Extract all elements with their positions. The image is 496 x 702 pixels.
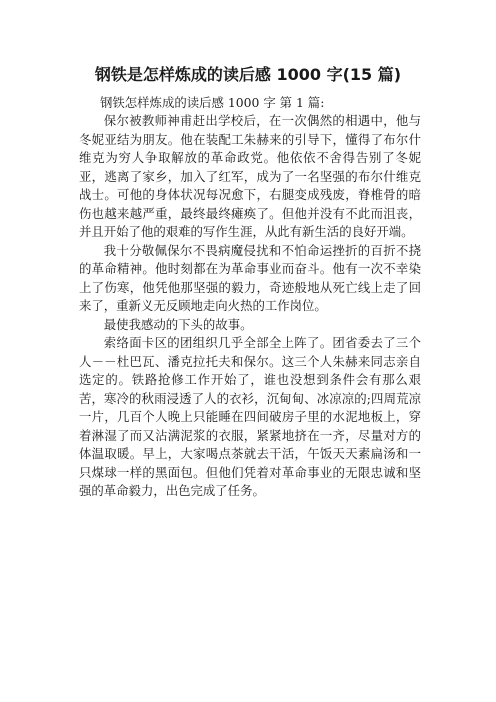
body-paragraph: 索络面卡区的团组织几乎全部全上阵了。团省委去了三个人－－杜巴瓦、潘克拉托夫和保尔。这三个人朱赫来同志亲自选定的。铁路抢修工作开始了，谁也没想到条件会有那么艰苦，寒冷的秋雨浸透了人的衣衫，沉甸甸、冰凉凉的;四周荒凉一片，几百个人晚上只能睡在四间破房子里的水泥地板上，穿着淋湿了而又沾满泥浆的衣服，紧紧地挤在一齐，尽量对方的体温取暖。早上，大家喝点茶就去干活，午饭天天素扁汤和一只煤球一样的黑面包。但他们凭着对革命事业的无限忠诚和坚强的革命毅力，出色完成了任务。 (79, 335, 421, 498)
document-title: 钢铁是怎样炼成的读后感 1000 字(15 篇) (94, 65, 402, 84)
body-paragraph: 我十分敬佩保尔不畏病魔侵扰和不怕命运挫折的百折不挠的革命精神。他时刻都在为革命事业而奋斗。他有一次不幸染上了伤寒，他凭他那坚强的毅力，奇迹般地从死亡线上走了回来了，重新义无反顾地走向火热的工作岗位。 (79, 242, 421, 313)
document-body (79, 112, 421, 501)
section-heading: 钢铁怎样炼成的读后感 1000 字 第 1 篇: (100, 95, 325, 110)
body-paragraph: 最使我感动的下头的故事。 (103, 316, 253, 332)
body-paragraph: 保尔被教师神甫赶出学校后，在一次偶然的相遇中，他与冬妮亚结为朋友。他在装配工朱赫来的引导下，懂得了布尔什维克为穷人争取解放的革命政党。他依依不舍得告别了冬妮亚，逃离了家乡，加入了红军，成为了一名坚强的布尔什维克战士。可他的身体状况每况愈下，右腿变成残废，脊椎骨的暗伤也越来越严重，最终最终瘫痪了。但他并没有不此而沮丧，并且开始了他的艰难的写作生涯，从此有新生活的良好开端。 (79, 113, 421, 239)
